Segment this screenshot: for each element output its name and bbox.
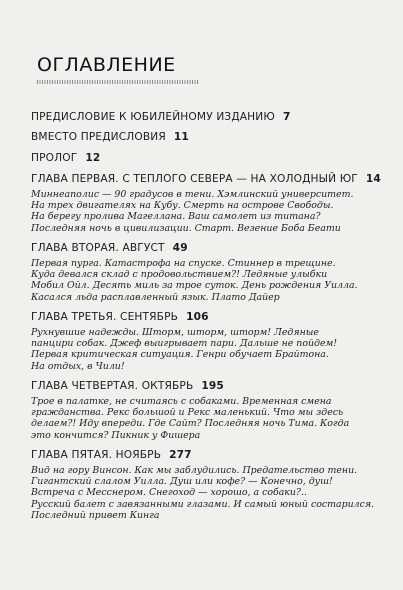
summary-line: Первая критическая ситуация. Генри обучает Брайтона. xyxy=(31,349,329,361)
summary-line: Первая пурга. Катастрофа на спуске. Стиннер в трещине. xyxy=(31,258,336,269)
chapter-summary xyxy=(31,189,393,234)
toc-entry-heading xyxy=(31,110,393,124)
summary-line: На берегу пролива Магеллана. Ваш самолет из титана? xyxy=(31,211,321,223)
toc-chapter-5[interactable] xyxy=(31,448,393,521)
toc-entry-heading xyxy=(31,130,393,144)
summary-line: гражданства. Рекс большой и Рекс маленький. Что мы здесь xyxy=(31,407,344,419)
summary-line: панцири собак. Джеф выигрывает пари. Дальше не пойдем! xyxy=(31,338,338,350)
summary-line: Встреча с Месснером. Снегоход — хорошо, а собаки?.. xyxy=(31,487,307,499)
toc-entry-page: 11 xyxy=(173,131,189,143)
toc-entry-label: ГЛАВА ТРЕТЬЯ. СЕНТЯБРЬ xyxy=(31,311,179,323)
summary-line: Миннеаполис — 90 градусов в тени. Хэмлинский университет. xyxy=(31,189,354,200)
toc-entry-label: ГЛАВА ПЕРВАЯ. С ТЕПЛОГО СЕВЕРА — НА ХОЛОДНЫЙ ЮГ xyxy=(31,173,358,185)
toc-entry-heading xyxy=(31,241,393,255)
toc-chapter-4[interactable] xyxy=(31,379,393,441)
toc-entry-label: ВМЕСТО ПРЕДИСЛОВИЯ xyxy=(31,131,166,143)
toc-entry-page: 12 xyxy=(85,152,101,164)
toc-entry[interactable] xyxy=(31,151,393,165)
toc-chapter-2[interactable] xyxy=(31,241,393,303)
toc-entry-heading xyxy=(31,310,393,324)
toc-chapter-1[interactable] xyxy=(31,172,393,234)
summary-line: Касался льда расплавленный язык. Плато Дайер xyxy=(31,291,280,303)
summary-line: Куда девался склад с продовольствием?! Ледяные улыбки xyxy=(31,269,328,281)
toc-entry-heading xyxy=(31,151,393,165)
chapter-summary xyxy=(31,258,393,303)
summary-line: Рухнувшие надежды. Шторм, шторм, шторм! Ледяные xyxy=(31,327,319,338)
summary-line: Последняя ночь в цивилизации. Старт. Везение Боба Беати xyxy=(31,222,341,234)
toc-entry-page: 277 xyxy=(169,449,192,461)
toc-entry-heading xyxy=(31,448,393,462)
title-ornament-rule xyxy=(37,80,199,84)
toc-entry[interactable] xyxy=(31,110,393,124)
toc-entry-label: ГЛАВА ВТОРАЯ. АВГУСТ xyxy=(31,242,165,254)
summary-line: делаем?! Иду впереди. Где Сайт? Последняя ночь Тима. Когда xyxy=(31,418,350,430)
toc-entry-page: 195 xyxy=(201,380,224,392)
toc-entry-heading xyxy=(31,379,393,393)
chapter-summary xyxy=(31,396,393,441)
summary-line: На трех двигателях на Кубу. Смерть на острове Свободы. xyxy=(31,200,334,212)
toc-entry-label: ГЛАВА ЧЕТВЕРТАЯ. ОКТЯБРЬ xyxy=(31,380,194,392)
summary-line: Трое в палатке, не считаясь с собаками. Временная смена xyxy=(31,396,332,407)
summary-line: На отдых, в Чили! xyxy=(31,360,125,372)
summary-line: Русский балет с завязанными глазами. И самый юный состарился. xyxy=(31,498,375,510)
page-title: ОГЛАВЛЕНИЕ xyxy=(37,54,176,76)
toc-chapter-3[interactable] xyxy=(31,310,393,372)
toc-entry-label: ПРЕДИСЛОВИЕ К ЮБИЛЕЙНОМУ ИЗДАНИЮ xyxy=(31,111,275,123)
toc-entry-page: 7 xyxy=(282,111,291,123)
summary-line: Гигантский слалом Уилла. Душ или кофе? — Конечно, душ! xyxy=(31,476,333,488)
toc-entry-page: 14 xyxy=(365,173,381,185)
toc-entry[interactable] xyxy=(31,130,393,144)
summary-line: Вид на гору Винсон. Как мы заблудились. Предательство тени. xyxy=(31,465,358,476)
toc-entry-label: ГЛАВА ПЯТАЯ. НОЯБРЬ xyxy=(31,449,162,461)
chapter-summary xyxy=(31,327,393,372)
toc-entry-page: 106 xyxy=(186,311,209,323)
summary-line: это кончится? Пикник у Фишера xyxy=(31,429,201,441)
toc-entry-label: ПРОЛОГ xyxy=(31,152,78,164)
toc-entry-page: 49 xyxy=(172,242,188,254)
toc-entry-heading xyxy=(31,172,393,186)
chapter-summary xyxy=(31,465,393,521)
summary-line: Последний привет Кинга xyxy=(31,509,160,521)
summary-line: Мобил Ойл. Десять миль за трое суток. День рождения Уилла. xyxy=(31,280,358,292)
